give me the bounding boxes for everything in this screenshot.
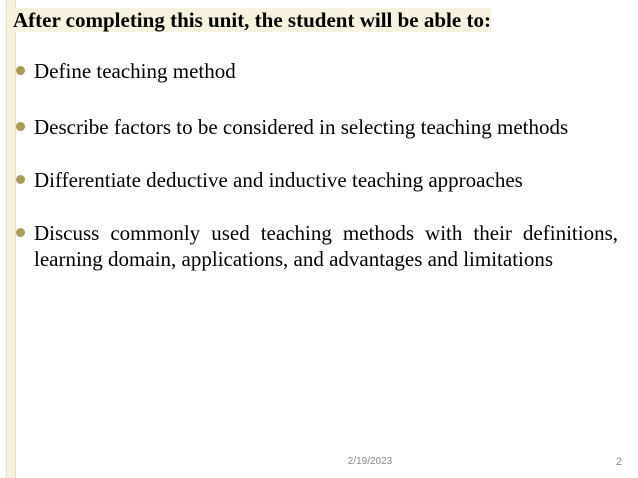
list-item	[14, 220, 618, 272]
bullet-dot-icon	[16, 122, 25, 131]
bullet-text: Differentiate deductive and inductive teaching approaches	[34, 168, 523, 192]
bullet-dot-icon	[16, 228, 25, 237]
list-item	[14, 114, 618, 140]
list-item	[14, 58, 618, 84]
bullet-dot-icon	[16, 175, 25, 184]
objectives-list	[14, 58, 618, 272]
list-item	[14, 167, 618, 193]
page-number: 2	[615, 456, 622, 468]
footer-date: 2/19/2023	[347, 456, 393, 467]
bullet-text: Define teaching method	[34, 59, 236, 83]
slide-title	[13, 6, 491, 34]
bullet-dot-icon	[16, 66, 25, 75]
slide-title-text: After completing this unit, the student will be able to:	[13, 8, 491, 32]
bullet-text: Discuss commonly used teaching methods with their definitions, learning domain, applications, and advantages and limitations	[34, 221, 618, 271]
bullet-text: Describe factors to be considered in selecting teaching methods	[34, 115, 569, 139]
